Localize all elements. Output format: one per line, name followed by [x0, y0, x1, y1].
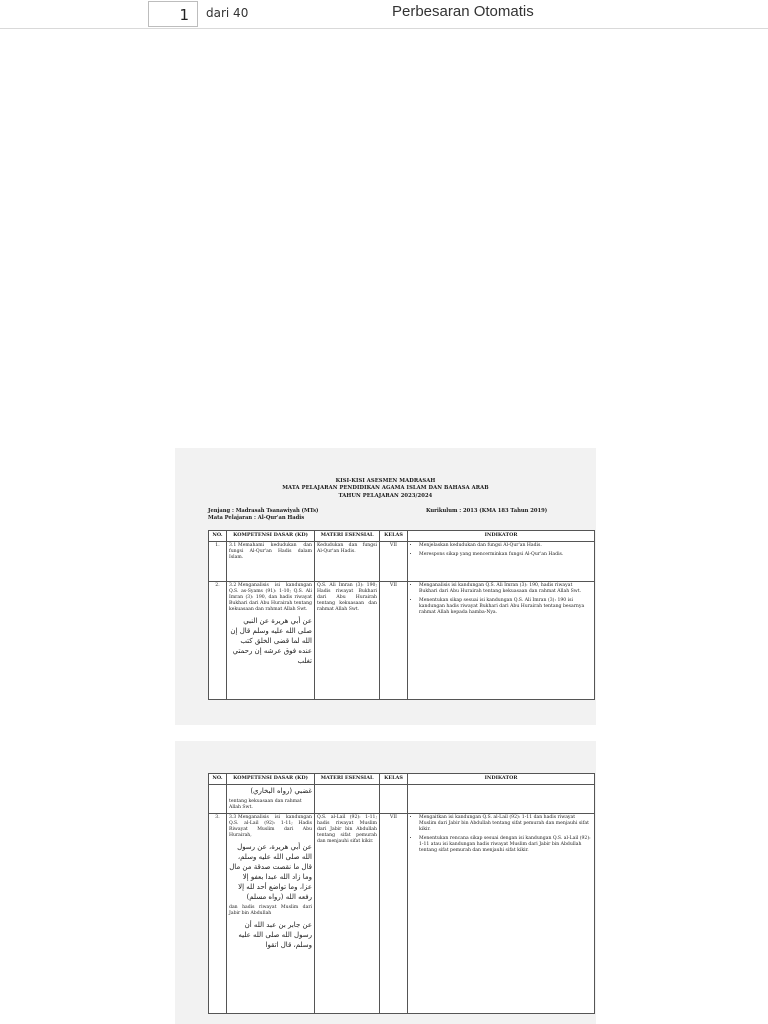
- indikator-item: • Menentukan rencana sikap sesuai dengan isi kandungan Q.S. al-Lail (92): 1-11 atau isi kandungan hadis riwayat Muslim dari Jabir bin Abdullah tentang sifat pemurah dan menjauhi sifat kikir.: [419, 836, 592, 854]
- table-row: [209, 541, 595, 581]
- kd-number: 3.2: [229, 583, 237, 589]
- kd-arabic-text: عن أبي هريرة عن النبي صلى الله عليه وسلم قال إن الله لما قضى الخلق كتب عنده فوق عرشه إن رحمتي تغلب: [230, 616, 312, 665]
- cell-kd: [227, 813, 315, 1013]
- cell-materi: Q.S. Ali Imran (3): 190; Hadis riwayat Bukhari dari Abu Hurairah tentang kekuasaan dan rahmat Allah Swt.: [315, 581, 380, 699]
- cell-kelas: VII: [380, 813, 408, 1013]
- title-line: MATA PELAJARAN PENDIDIKAN AGAMA ISLAM DAN BAHASA ARAB: [282, 485, 489, 492]
- cell-no: 2.: [209, 581, 227, 699]
- cell-no: 3.: [209, 813, 227, 1013]
- kd-number: 3.3: [229, 815, 237, 821]
- cell-materi: [315, 784, 380, 813]
- meta-jenjang: Jenjang : Madrasah Tsanawiyah (MTs): [208, 508, 319, 514]
- title-line: TAHUN PELAJARAN 2023/2024: [338, 492, 433, 499]
- zoom-select[interactable]: Perbesaran Otomatis: [392, 3, 534, 20]
- kd-text: tentang kekuasaan dan rahmat Allah Swt.: [229, 799, 302, 811]
- header-kd: KOMPETENSI DASAR (KD): [227, 531, 315, 542]
- cell-indikator: [408, 541, 595, 581]
- meta-kurikulum: Kurikulum : 2013 (KMA 183 Tahun 2019): [426, 508, 548, 514]
- header-no: NO.: [209, 531, 227, 542]
- header-materi: MATERI ESENSIAL: [315, 774, 380, 785]
- cell-indikator: [408, 581, 595, 699]
- kd-text: Menganalisis isi kandungan Q.S. as-Syams (91): 1-10; Q.S. Ali Imran (3): 190, dan hadis riwayat Bukhari dari Abu Hurairah tentang kekuasaan dan rahmat Allah Swt.: [229, 583, 312, 613]
- kd-text-2: dan hadis riwayat Muslim dari Jabir bin Abdullah: [229, 904, 312, 916]
- kd-text: Memahami kedudukan dan fungsi Al-Qur'an Hadis dalam Islam.: [229, 543, 312, 561]
- table-row: [209, 581, 595, 699]
- cell-materi: Q.S. al-Lail (92): 1-11; hadis riwayat Muslim dari Jabir bin Abdullah tentang sifat pemurah dan menjauhi sifat kikir.: [315, 813, 380, 1013]
- cell-no: 1.: [209, 541, 227, 581]
- cell-kelas: VII: [380, 541, 408, 581]
- page-total-label: dari 40: [206, 6, 249, 20]
- table-row: [209, 784, 595, 813]
- meta-mapel: Mata Pelajaran : Al-Qur'an Hadis: [208, 515, 305, 521]
- header-materi: MATERI ESENSIAL: [315, 531, 380, 542]
- cell-kd: [227, 581, 315, 699]
- viewer-toolbar: [0, 0, 768, 29]
- kd-table: [208, 530, 595, 700]
- header-kd: KOMPETENSI DASAR (KD): [227, 774, 315, 785]
- kd-arabic-text: غضبي (رواه البخاري): [250, 787, 312, 796]
- kd-number: 3.1: [229, 543, 237, 549]
- cell-indikator: [408, 813, 595, 1013]
- document-title: [175, 478, 596, 500]
- page-number-input[interactable]: 1: [148, 1, 198, 27]
- header-indikator: INDIKATOR: [408, 774, 595, 785]
- table-header-row: [209, 531, 595, 542]
- indikator-item: • Menentukan sikap sesuai isi kandungan Q.S. Ali Imran (3): 190 isi kandungan hadis riwayat Bukhari dari Abu Hurairah tentang besarnya rahmat Allah kepada hamba-Nya.: [419, 598, 592, 616]
- indikator-item: • Mengaitkan isi kandungan Q.S. al-Lail (92): 1-11 dan hadis riwayat Muslim dari Jabir bin Abdullah tentang sifat pemurah dan menjauhi sifat kikir.: [419, 815, 592, 833]
- kd-text: Menganalisis isi kandungan Q.S. al-Lail (92): 1-11; Hadis Riwayat Muslim dari Abu Hurairah,: [229, 815, 312, 838]
- title-line: KISI-KISI ASESMEN MADRASAH: [335, 478, 436, 484]
- cell-no: [209, 784, 227, 813]
- cell-kd: [227, 541, 315, 581]
- table-row: [209, 813, 595, 1013]
- header-kelas: KELAS: [380, 531, 408, 542]
- kd-arabic-text: عن أبي هريرة، عن رسول الله صلى الله عليه وسلم، قال ما نقصت صدقة من مال وما زاد الله عبدا بعفو إلا عزا، وما تواضع أحد لله إلا رفعه الله (رواه مسلم): [229, 842, 312, 901]
- document-page-2: [175, 741, 596, 1024]
- table-header-row: [209, 774, 595, 785]
- header-kelas: KELAS: [380, 774, 408, 785]
- cell-indikator: [408, 784, 595, 813]
- cell-materi: Kedudukan dan fungsi Al-Qur'an Hadis.: [315, 541, 380, 581]
- document-page-1: [175, 448, 596, 725]
- header-no: NO.: [209, 774, 227, 785]
- cell-kd: [227, 784, 315, 813]
- kd-table: [208, 773, 595, 1014]
- indikator-item: • Menganalisis isi kandungan Q.S. Ali Imran (3): 190, hadis riwayat Bukhari dari Abu Hurairah tentang kekuasaan dan rahmat Allah Swt.: [419, 583, 592, 595]
- header-indikator: INDIKATOR: [408, 531, 595, 542]
- kd-arabic-text-2: عن جابر بن عبد الله أن رسول الله صلى الله عليه وسلم، قال اتقوا: [238, 920, 312, 949]
- cell-kelas: VII: [380, 581, 408, 699]
- indikator-item: • Merespons sikap yang mencerminkan fungsi Al-Qur'an Hadis.: [419, 552, 592, 558]
- indikator-item: • Menjelaskan kedudukan dan fungsi Al-Qur'an Hadis.: [419, 543, 592, 549]
- cell-kelas: [380, 784, 408, 813]
